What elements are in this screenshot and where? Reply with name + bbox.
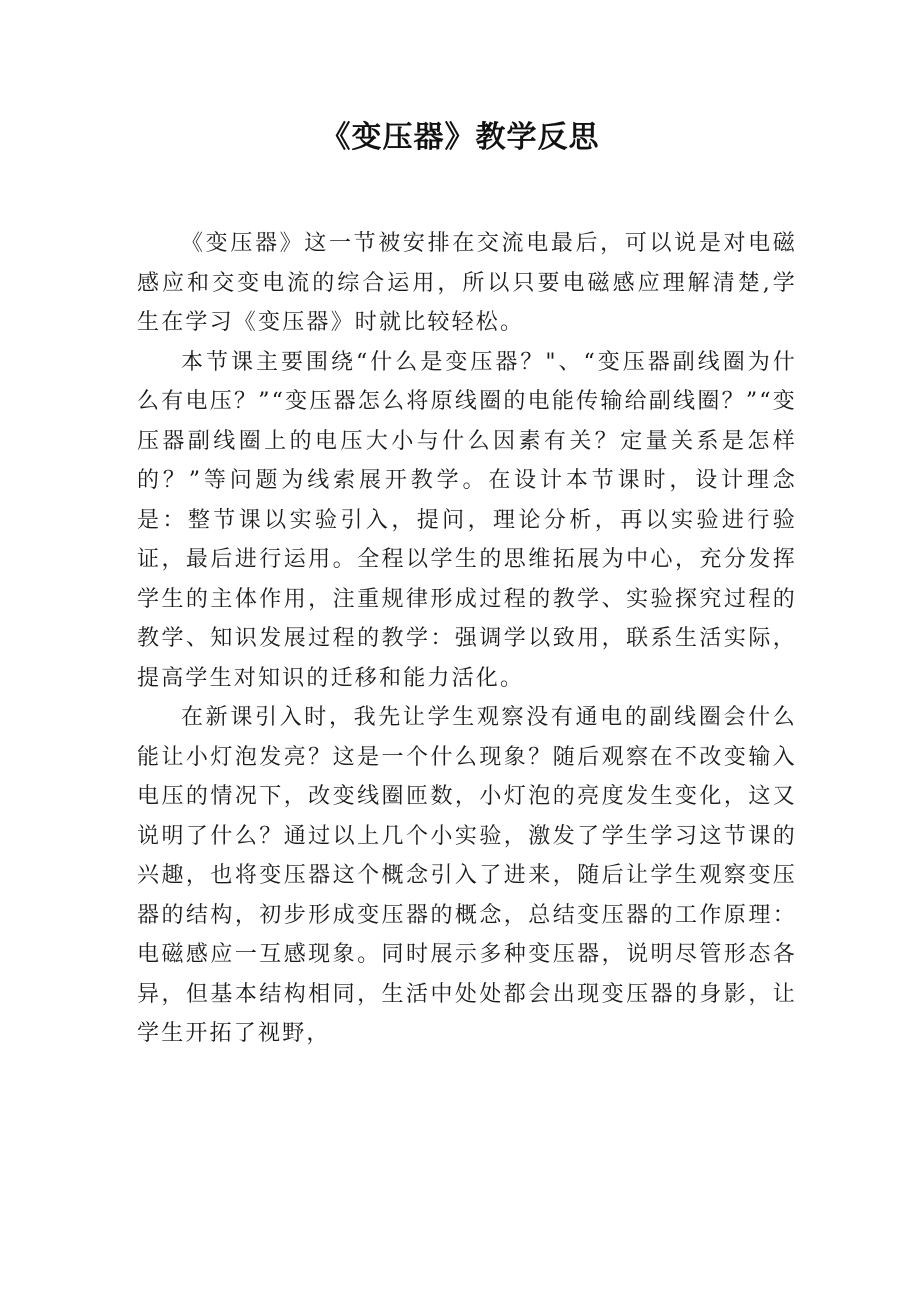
paragraph-1: 《变压器》这一节被安排在交流电最后，可以说是对电磁感应和交变电流的综合运用，所以只要电磁感应理解清楚,学生在学习《变压器》时就比较轻松。: [137, 231, 797, 335]
document-body: [137, 224, 797, 1054]
paragraph-3: 在新课引入时，我先让学生观察没有通电的副线圈会什么能让小灯泡发亮？这是一个什么现象？随后观察在不改变输入电压的情况下，改变线圈匝数，小灯泡的亮度发生变化，这又说明了什么？通过以上几个小实验，激发了学生学习这节课的兴趣，也将变压器这个概念引入了进来，随后让学生观察变压器的结构，初步形成变压器的概念，总结变压器的工作原理：电磁感应一互感现象。同时展示多种变压器，说明尽管形态各异，但基本结构相同，生活中处处都会出现变压器的身影，让学生开拓了视野，: [137, 705, 797, 1046]
document-title: 《变压器》教学反思: [320, 120, 600, 155]
paragraph-2: 本节课主要围绕“什么是变压器？"、“变压器副线圈为什么有电压？”“变压器怎么将原线圈的电能传输给副线圈？”“变压器副线圈上的电压大小与什么因素有关？定量关系是怎样的？”等问题为线索展开教学。在设计本节课时，设计理念是：整节课以实验引入，提问，理论分析，再以实验进行验证，最后进行运用。全程以学生的思维拓展为中心，充分发挥学生的主体作用，注重规律形成过程的教学、实验探究过程的教学、知识发展过程的教学：强调学以致用，联系生活实际，提高学生对知识的迁移和能力活化。: [137, 349, 797, 691]
